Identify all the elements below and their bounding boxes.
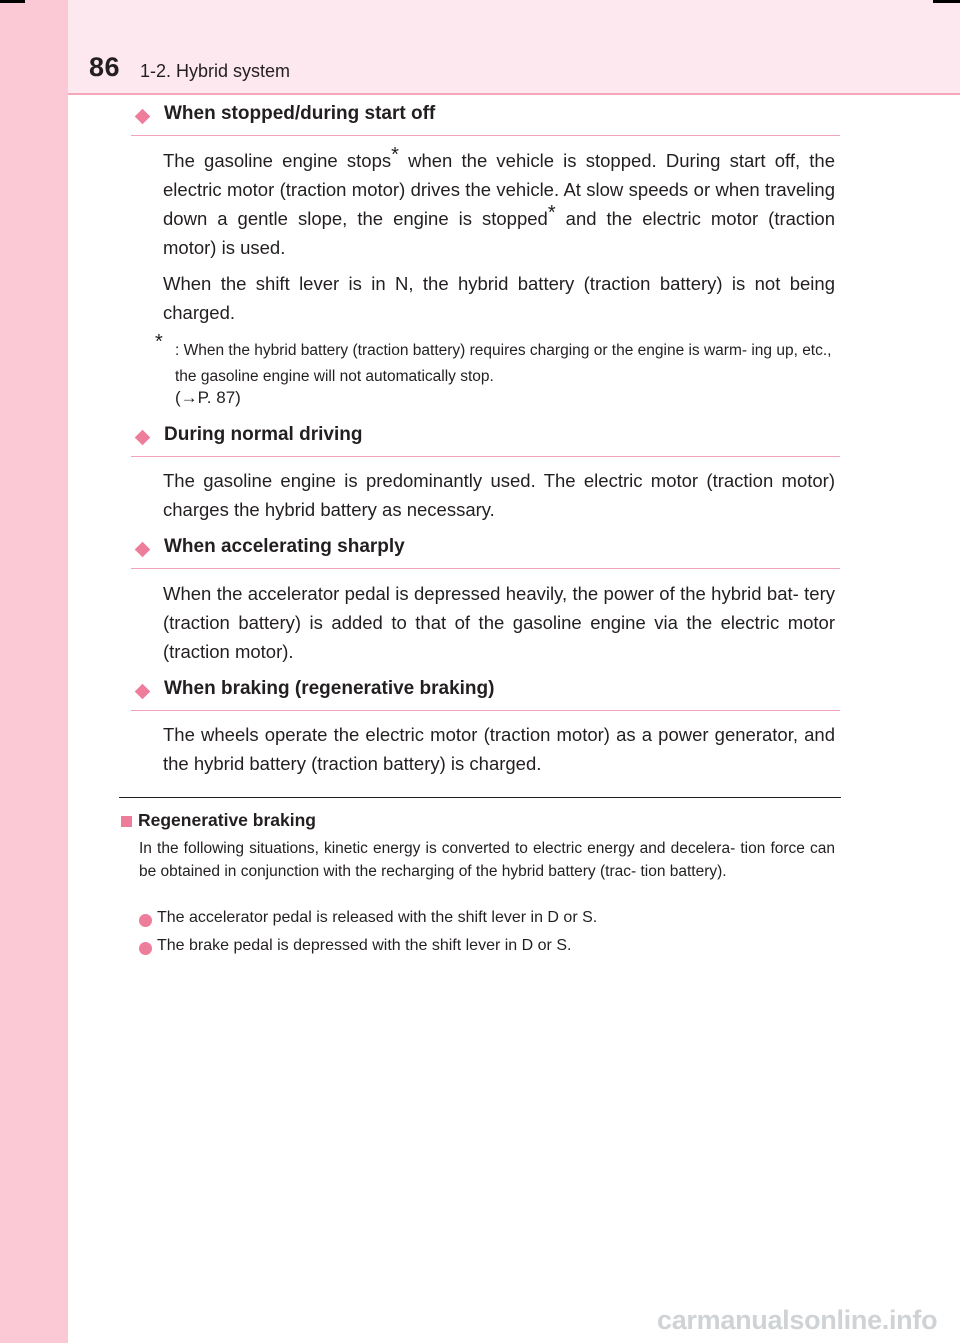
left-margin-band <box>0 0 68 1343</box>
footnote-marker: * <box>155 331 163 353</box>
bullet-item-2: The brake pedal is depressed with the shift lever in D or S. <box>157 937 572 954</box>
diamond-icon <box>135 109 151 125</box>
paragraph-stopped-1: The gasoline engine stops* when the vehicle is stopped. During start off, the electric motor (traction motor) drives the vehicle. At slow speeds or when traveling down a gentle slope, the engine is stopped* and the electric motor (traction motor) is used. <box>163 144 836 258</box>
footnote: : When the hybrid battery (traction battery) requires charging or the engine is warm- ing up, etc., the gasoline engine will not automatically stop. <box>175 342 832 385</box>
square-bullet-icon <box>121 816 132 827</box>
diamond-icon <box>135 542 151 558</box>
bullet-dot-icon <box>139 942 152 955</box>
paragraph-braking: The wheels operate the electric motor (traction motor) as a power generator, and the hybrid battery (traction battery) is charged. <box>163 724 835 774</box>
heading-accelerating: When accelerating sharply <box>131 540 840 569</box>
heading-normal-driving: During normal driving <box>131 428 840 457</box>
watermark: carmanualsonline.info <box>657 1305 938 1335</box>
header-rule <box>68 93 960 95</box>
crop-mark-right <box>933 0 960 3</box>
crop-mark-left <box>0 0 25 3</box>
bullet-dot-icon <box>139 914 152 927</box>
page-reference-link[interactable]: (→P. 87) <box>175 388 241 407</box>
heading-braking: When braking (regenerative braking) <box>131 682 840 711</box>
paragraph-stopped-2: When the shift lever is in N, the hybrid battery (traction battery) is not being charged. <box>163 273 835 323</box>
page-number: 86 <box>89 52 121 82</box>
paragraph-accelerating: When the accelerator pedal is depressed heavily, the power of the hybrid bat- tery (traction battery) is added to that of the gasoline engine via the electric motor (traction motor). <box>163 583 835 662</box>
paragraph-normal-driving: The gasoline engine is predominantly used. The electric motor (traction motor) charges the hybrid battery as necessary. <box>163 470 835 520</box>
diamond-icon <box>135 430 151 446</box>
bullet-item-1: The accelerator pedal is released with the shift lever in D or S. <box>157 909 598 926</box>
heading-stopped: When stopped/during start off <box>131 107 840 136</box>
regenerative-intro: In the following situations, kinetic energy is converted to electric energy and decelera- tion force can be obtained in conjunction with the recharging of the hybrid battery (trac- tion battery). <box>139 840 835 880</box>
regenerative-title: Regenerative braking <box>138 810 316 830</box>
divider <box>119 797 841 798</box>
section-title: 1-2. Hybrid system <box>140 61 291 81</box>
diamond-icon <box>135 684 151 700</box>
